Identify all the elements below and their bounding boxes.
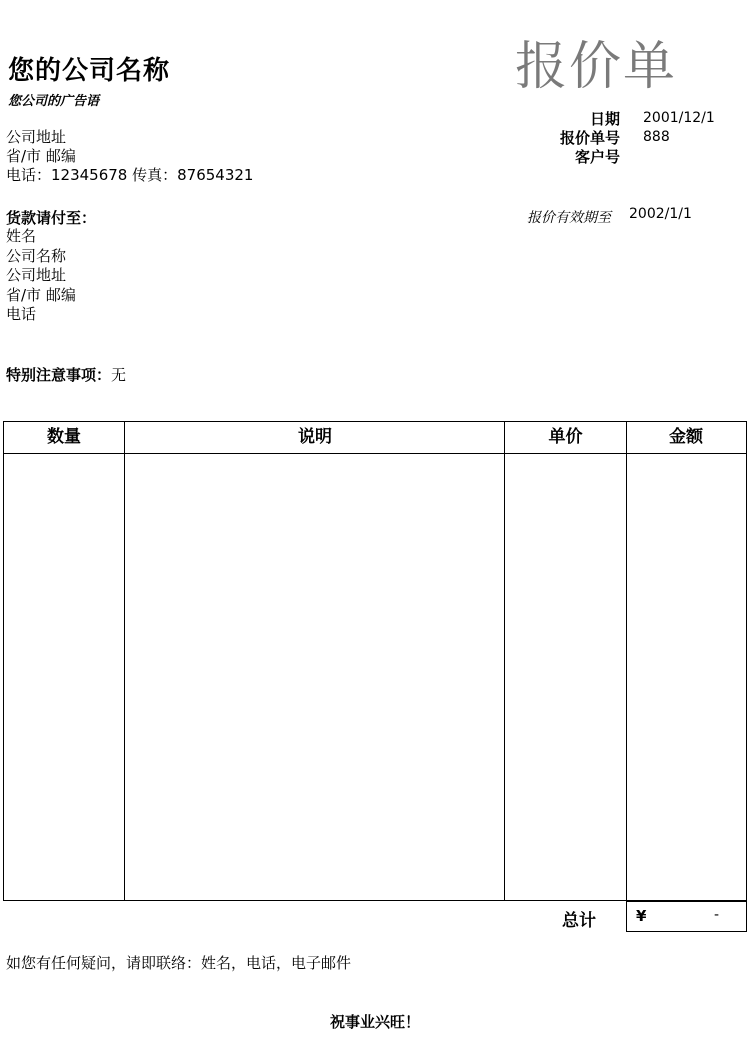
closing-line: 祝事业兴旺！ [329, 1013, 420, 1031]
company-city-zip: 省/市 邮编 [6, 147, 76, 165]
validity-label: 报价有效期至 [527, 210, 611, 226]
header-unit-price: 单价 [548, 427, 583, 447]
contact-line: 如您有任何疑问，请即联络：姓名，电话，电子邮件 [6, 954, 352, 972]
header-description: 说明 [298, 427, 332, 447]
customer-number-value [643, 147, 715, 166]
column-divider [124, 422, 125, 900]
column-divider [504, 422, 505, 900]
total-value: - [714, 907, 720, 923]
pay-to-address: 公司地址 [6, 266, 67, 284]
meta-values [643, 109, 715, 166]
validity-value: 2002/1/1 [629, 206, 692, 222]
special-notes-label: 特别注意事项： [6, 366, 112, 384]
quote-number-label: 报价单号 [559, 129, 620, 147]
special-notes-value: 无 [111, 366, 127, 384]
pay-to-block [6, 227, 76, 325]
pay-to-name: 姓名 [6, 227, 37, 245]
total-label: 总计 [562, 911, 596, 931]
header-amount: 金额 [669, 427, 703, 447]
document-title: 报价单 [515, 37, 678, 97]
company-address: 公司地址 [6, 128, 67, 146]
table-header [4, 422, 746, 454]
quote-number-value: 888 [643, 129, 670, 145]
company-slogan: 您公司的广告语 [8, 94, 100, 109]
header-quantity: 数量 [47, 427, 81, 447]
pay-to-title: 货款请付至： [6, 209, 97, 227]
line-items-table [3, 421, 747, 901]
company-name: 您的公司名称 [8, 56, 171, 86]
special-notes [6, 364, 126, 385]
customer-number-label: 客户号 [574, 148, 620, 166]
total-currency: ¥ [636, 907, 647, 925]
date-label: 日期 [589, 110, 620, 128]
company-phone-fax: 电话：12345678 传真：87654321 [6, 166, 254, 184]
pay-to-phone: 电话 [6, 305, 37, 323]
pay-to-company: 公司名称 [6, 246, 67, 265]
pay-to-city-zip: 省/市 邮编 [6, 285, 76, 304]
column-divider [626, 422, 627, 900]
meta-labels [560, 110, 620, 167]
company-address-block [6, 128, 253, 185]
date-value: 2001/12/1 [643, 110, 715, 126]
